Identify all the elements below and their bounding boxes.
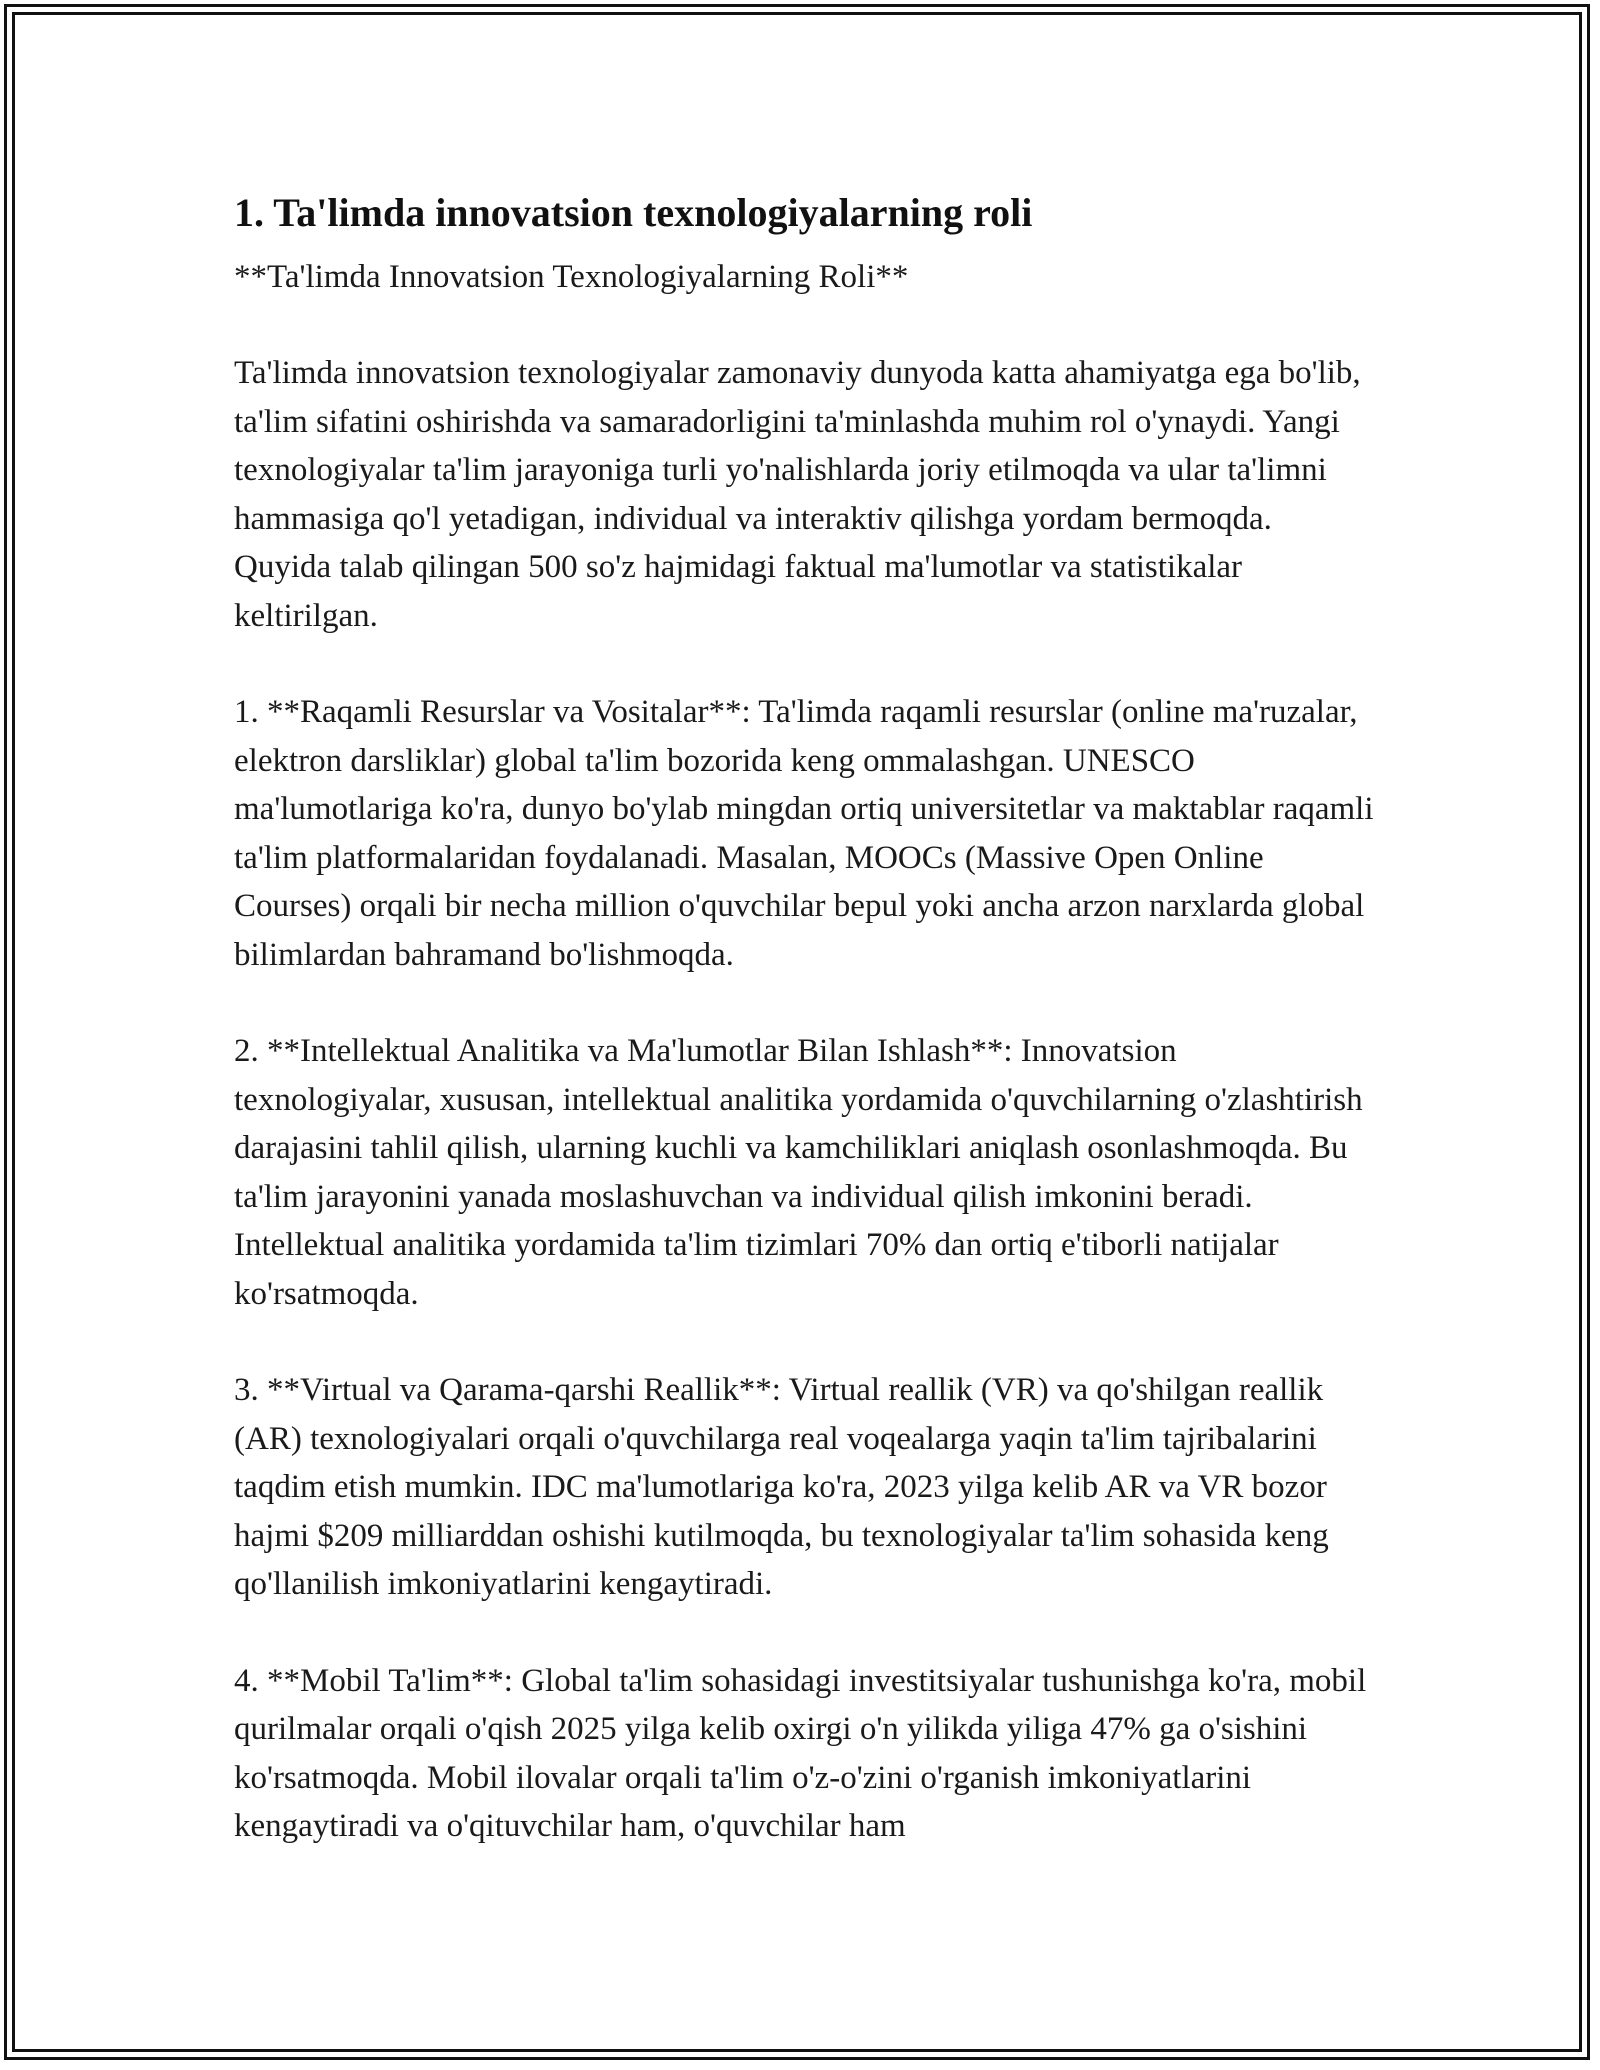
document-body (234, 185, 1374, 1851)
document-subtitle: **Ta'limda Innovatsion Texnologiyalarning Roli** (234, 259, 909, 295)
list-item: 4. **Mobil Ta'lim**: Global ta'lim sohasidagi investitsiyalar tushunishga ko'ra, mobil qurilmalar orqali o'qish 2025 yilga kelib oxirgi o'n yilikda yiliga 47% ga o'sishini ko'rsatmoqda. Mobil ilovalar orqali ta'lim o'z-o'zini o'rganish imkoniyatlarini kengaytiradi va o'qituvchilar ham, o'quvchilar ham (234, 1662, 1367, 1844)
document-title: 1. Ta'limda innovatsion texnologiyalarning roli (234, 190, 1033, 235)
list-item: 1. **Raqamli Resurslar va Vositalar**: Ta'limda raqamli resurslar (online ma'ruzalar, elektron darsliklar) global ta'lim bozorida keng ommalashgan. UNESCO ma'lumotlariga ko'ra, dunyo bo'ylab mingdan ortiq universitetlar va maktablar raqamli ta'lim platformalaridan foydalanadi. Masalan, MOOCs (Massive Open Online Courses) orqali bir necha million o'quvchilar bepul yoki ancha arzon narxlarda global bilimlardan bahramand bo'lishmoqda. (234, 694, 1374, 973)
list-item: 3. **Virtual va Qarama-qarshi Reallik**: Virtual reallik (VR) va qo'shilgan reallik (AR) texnologiyalari orqali o'quvchilarga real voqealarga yaqin ta'lim tajribalarini taqdim etish mumkin. IDC ma'lumotlariga ko'ra, 2023 yilga kelib AR va VR bozor hajmi $209 milliarddan oshishi kutilmoqda, bu texnologiyalar ta'lim sohasida keng qo'llanilish imkoniyatlarini kengaytiradi. (234, 1372, 1329, 1602)
list-item: 2. **Intellektual Analitika va Ma'lumotlar Bilan Ishlash**: Innovatsion texnologiyalar, xususan, intellektual analitika yordamida o'quvchilarning o'zlashtirish darajasini tahlil qilish, ularning kuchli va kamchiliklari aniqlash osonlashmoqda. Bu ta'lim jarayonini yanada moslashuvchan va individual qilish imkonini beradi. Intellektual analitika yordamida ta'lim tizimlari 70% dan ortiq e'tiborli natijalar ko'rsatmoqda. (234, 1033, 1363, 1312)
intro-paragraph: Ta'limda innovatsion texnologiyalar zamonaviy dunyoda katta ahamiyatga ega bo'lib, ta'lim sifatini oshirishda va samaradorligini ta'minlashda muhim rol o'ynaydi. Yangi texnologiyalar ta'lim jarayoniga turli yo'nalishlarda joriy etilmoqda va ular ta'limni hammasiga qo'l yetadigan, individual va interaktiv qilishga yordam bermoqda. Quyida talab qilingan 500 so'z hajmidagi faktual ma'lumotlar va statistikalar keltirilgan. (234, 355, 1361, 634)
